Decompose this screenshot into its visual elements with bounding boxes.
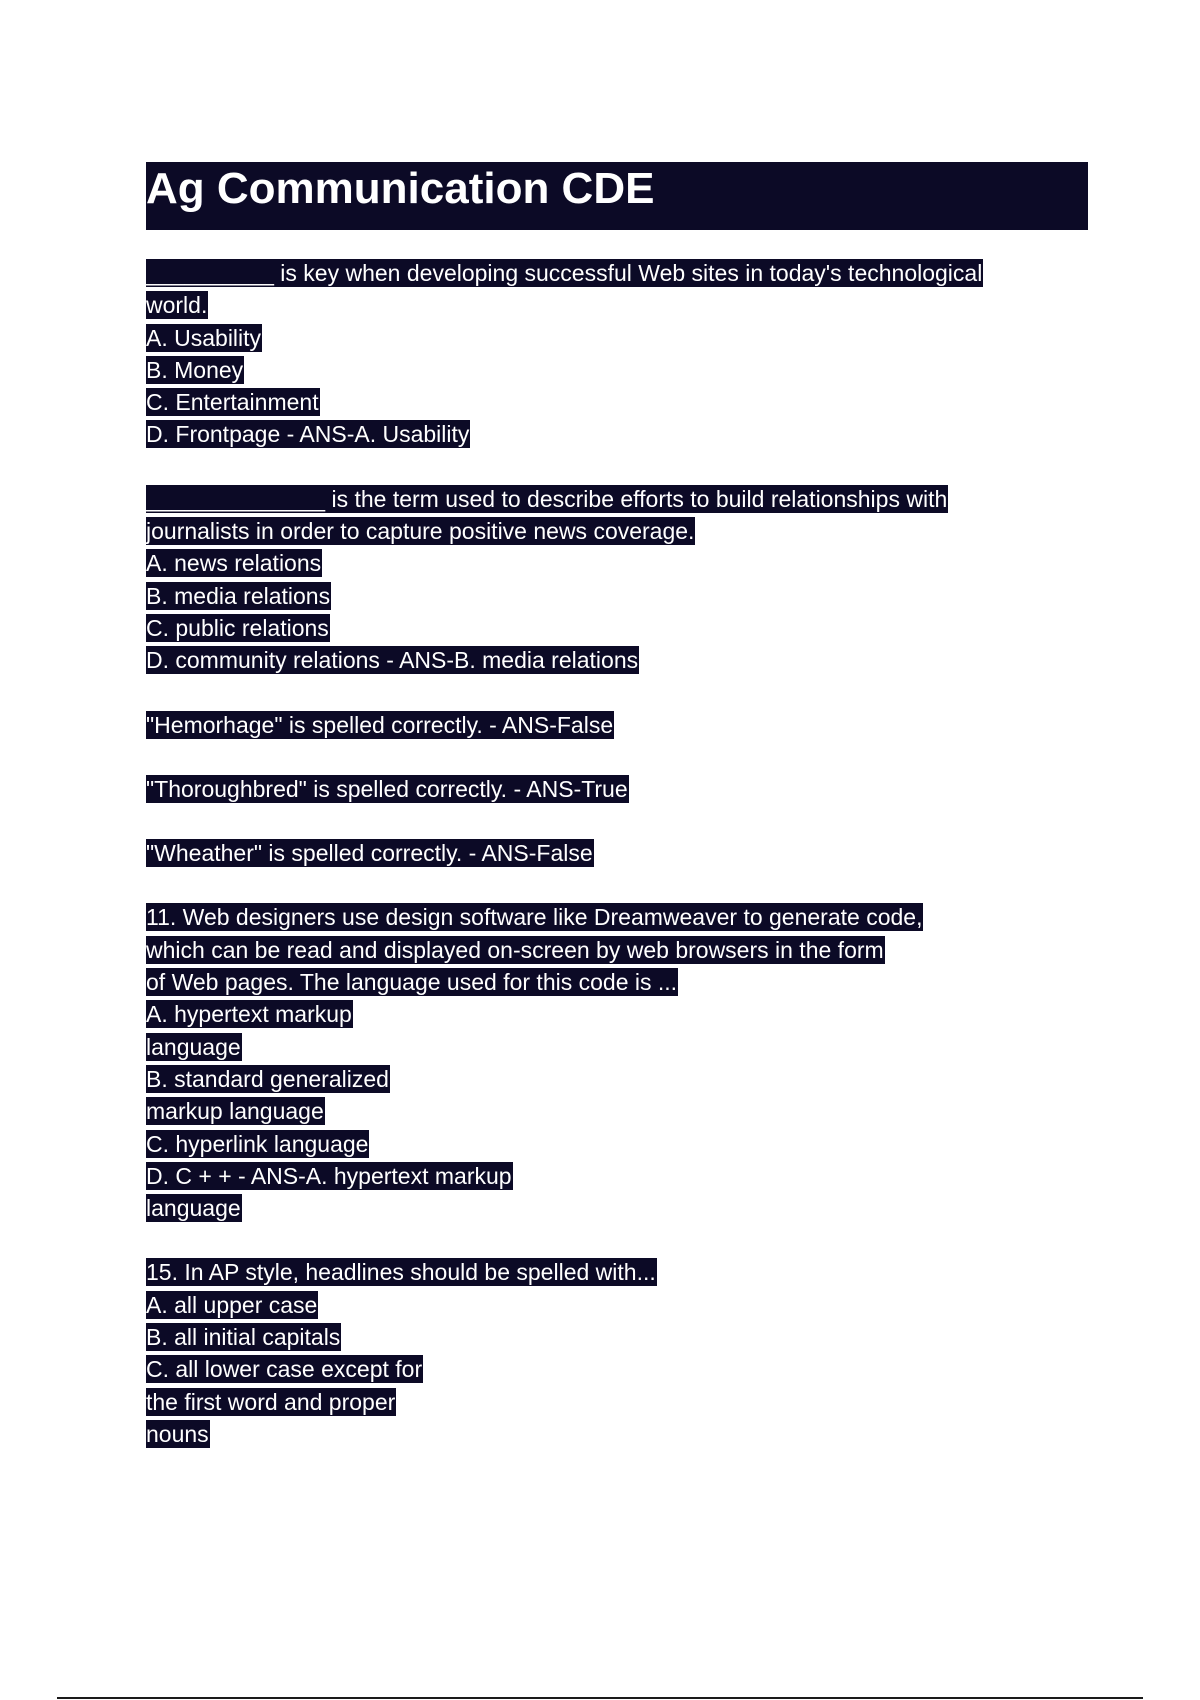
highlighted-text: ______________ is the term used to describe efforts to build relationships with [146, 485, 948, 512]
answer-option [146, 1128, 1088, 1160]
highlighted-text: D. Frontpage - ANS-A. Usability [146, 421, 470, 448]
highlighted-text: A. all upper case [146, 1291, 318, 1318]
highlighted-text: 15. In AP style, headlines should be spelled with... [146, 1259, 656, 1286]
answer-option [146, 547, 1088, 579]
question-line [146, 483, 1088, 515]
highlighted-text: __________ is key when developing successful Web sites in today's technological [146, 260, 983, 286]
highlighted-text: the first word and proper [146, 1388, 396, 1415]
question-line [146, 289, 1088, 321]
highlighted-text: "Thoroughbred" is spelled correctly. - ANS-True [146, 775, 628, 802]
answer-option [146, 1386, 1088, 1418]
page-bottom-rule [57, 1697, 1143, 1699]
highlighted-text: B. Money [146, 356, 244, 383]
highlighted-text: A. Usability [146, 324, 262, 351]
question-line [146, 901, 1088, 933]
highlighted-text: language [146, 1033, 241, 1060]
question-block [146, 901, 1088, 1224]
highlighted-text: language [146, 1195, 241, 1222]
answer-option [146, 1418, 1088, 1450]
answer-option [146, 1289, 1088, 1321]
question-line [146, 257, 1088, 289]
question-line [146, 934, 1088, 966]
highlighted-text: A. news relations [146, 550, 322, 577]
highlighted-text: B. standard generalized [146, 1065, 389, 1092]
highlighted-text: B. media relations [146, 582, 331, 609]
question-line [146, 709, 1088, 741]
highlighted-text: "Hemorhage" is spelled correctly. - ANS-False [146, 711, 614, 738]
highlighted-text: markup language [146, 1098, 324, 1125]
question-line [146, 515, 1088, 547]
question-block [146, 709, 1088, 741]
question-block [146, 837, 1088, 869]
question-line [146, 966, 1088, 998]
highlighted-text: D. C + + - ANS-A. hypertext markup [146, 1162, 512, 1189]
answer-option [146, 644, 1088, 676]
highlighted-text: D. community relations - ANS-B. media relations [146, 647, 639, 674]
answer-option [146, 1321, 1088, 1353]
answer-option [146, 1063, 1088, 1095]
answer-option [146, 418, 1088, 450]
question-block [146, 257, 1088, 451]
question-block [146, 1256, 1088, 1450]
highlighted-text: A. hypertext markup [146, 1001, 352, 1028]
highlighted-text: world. [146, 292, 208, 319]
answer-option [146, 1031, 1088, 1063]
highlighted-text: which can be read and displayed on-screen by web browsers in the form [146, 936, 884, 963]
highlighted-text: of Web pages. The language used for this code is ... [146, 969, 678, 996]
highlighted-text: C. hyperlink language [146, 1130, 369, 1157]
highlighted-text: nouns [146, 1420, 209, 1447]
highlighted-text: C. public relations [146, 614, 329, 641]
highlighted-text: 11. Web designers use design software like Dreamweaver to generate code, [146, 904, 923, 931]
answer-option [146, 354, 1088, 386]
highlighted-text: "Wheather" is spelled correctly. - ANS-False [146, 840, 593, 867]
answer-option [146, 580, 1088, 612]
question-line [146, 773, 1088, 805]
answer-option [146, 998, 1088, 1030]
highlighted-text: C. Entertainment [146, 389, 319, 416]
question-block [146, 773, 1088, 805]
answer-option [146, 322, 1088, 354]
highlighted-text: C. all lower case except for [146, 1356, 423, 1383]
answer-option [146, 612, 1088, 644]
document-title: Ag Communication CDE [146, 164, 655, 213]
question-line [146, 1256, 1088, 1288]
highlighted-text: journalists in order to capture positive news coverage. [146, 518, 695, 545]
answer-option [146, 1160, 1088, 1192]
question-list [146, 257, 1088, 1450]
question-line [146, 837, 1088, 869]
highlighted-text: B. all initial capitals [146, 1324, 341, 1351]
question-block [146, 483, 1088, 677]
answer-option [146, 1192, 1088, 1224]
answer-option [146, 386, 1088, 418]
answer-option [146, 1095, 1088, 1127]
title-banner [146, 162, 1088, 230]
answer-option [146, 1353, 1088, 1385]
